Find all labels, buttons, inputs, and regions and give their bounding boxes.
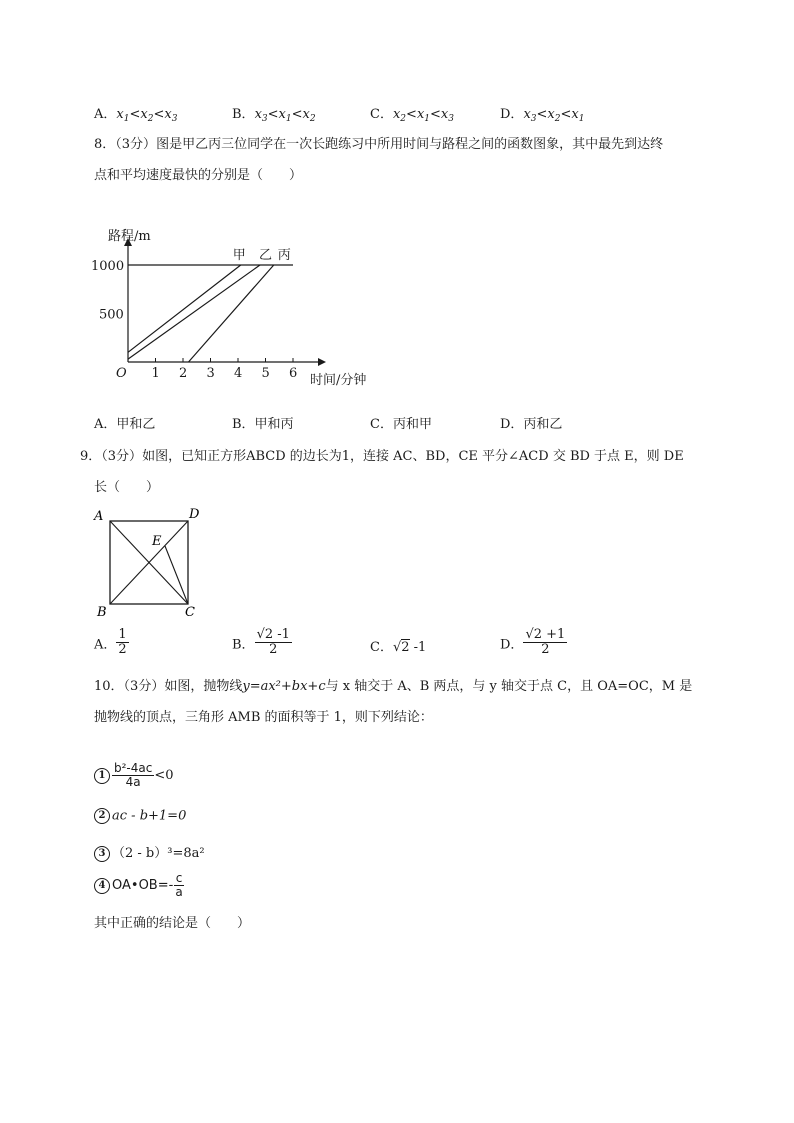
q8-option-b: B．甲和丙: [232, 417, 294, 432]
q8-text-1: 图是甲乙丙三位同学在一次长跑练习中所用时间与路程之间的函数图象，其中最先到达终: [156, 137, 664, 152]
q10-stem-line2: [94, 706, 433, 725]
x-axis-title: 时间/分钟: [310, 373, 367, 388]
q7-option-a: A．$x_1<x_2<x_3$: [94, 107, 178, 124]
q9-option-b: B． $\frac{√2 -1}{2}$: [232, 627, 290, 658]
series-label-1: 甲: [232, 248, 246, 263]
segment-ce: [165, 546, 188, 604]
label-e: E: [152, 534, 162, 549]
q9-text-2: 长（ ）: [94, 480, 160, 495]
q10-text-1b: 与 x 轴交于 A、B 两点，与 y 轴交于点 C，且 OA=OC，M 是: [325, 679, 693, 694]
q7-option-d: D．$x_3<x_2<x_1$: [500, 107, 585, 124]
x-tick-label-6: 6: [289, 366, 298, 381]
y-tick-label-1000: 1000: [91, 259, 125, 274]
x-tick-label-2: 2: [179, 366, 188, 381]
q8-number: 8．: [94, 137, 116, 152]
x-axis-arrow-icon: [318, 358, 326, 366]
series-line-2: [128, 265, 260, 359]
q8-stem-line2: [94, 164, 302, 183]
q8-score: （3分）: [115, 137, 157, 152]
q9-stem-line2: [94, 476, 159, 495]
circle-number-2-icon: 2: [94, 808, 110, 824]
q7-option-b: B．$x_3<x_1<x_2$: [232, 107, 316, 124]
q10-statement-3: 3 （2 - b）³=8a²: [94, 842, 205, 862]
q10-text-2: 抛物线的顶点，三角形 AMB 的面积等于 1，则下列结论：: [94, 710, 433, 725]
q9-square-figure: [90, 505, 220, 620]
q10-number: 10．: [94, 679, 124, 694]
q9-option-c: C．√2 -1: [370, 640, 427, 655]
q9-option-d: D． $\frac{√2 +1}{2}$: [500, 627, 566, 658]
q8-stem-line1: [94, 133, 663, 152]
circle-number-4-icon: 4: [94, 878, 110, 894]
q10-statement-1: 1 $\frac{\text{b²-4ac}}{4a}$ <0: [94, 762, 174, 789]
q10-closing: 其中正确的结论是（ ）: [94, 916, 251, 931]
label-c: C: [185, 605, 195, 620]
label-a: A: [94, 509, 104, 524]
q7-option-c: C．$x_2<x_1<x_3$: [370, 107, 454, 124]
q9-score: （3分）: [101, 449, 143, 464]
q8-text-2: 点和平均速度最快的分别是（ ）: [94, 168, 303, 183]
series-line-3: [189, 265, 274, 362]
q10-text-1a: 如图，抛物线: [164, 679, 243, 694]
q9-number: 9．: [80, 449, 102, 464]
q10-stem-line1: [94, 675, 692, 694]
series-line-1: [128, 265, 241, 352]
q8-chart: [88, 222, 388, 402]
q8-option-a: A．甲和乙: [94, 417, 156, 432]
circle-number-1-icon: 1: [94, 768, 110, 784]
series-label-2: 乙: [259, 248, 273, 263]
x-tick-label-5: 5: [261, 366, 270, 381]
x-tick-label-3: 3: [206, 366, 215, 381]
y-axis-title: 路程/m: [108, 229, 151, 244]
q10-formula: y=ax²+bx+c: [242, 679, 326, 694]
y-tick-label-500: 500: [99, 307, 124, 323]
x-tick-label-4: 4: [234, 366, 243, 381]
series-label-3: 丙: [277, 248, 291, 263]
q9-text-1: 如图，已知正方形ABCD 的边长为1，连接 AC、BD，CE 平分∠ACD 交 BD 于点 E，则 DE: [142, 449, 684, 464]
label-b: B: [97, 605, 107, 620]
origin-label: O: [116, 366, 127, 381]
circle-number-3-icon: 3: [94, 846, 110, 862]
q10-statement-2: 2 ac - b+1=0: [94, 808, 186, 824]
x-tick-label-1: 1: [151, 366, 160, 381]
q10-statement-4: 4 OA•OB=- $\frac{c}{a}$: [94, 872, 185, 899]
label-d: D: [189, 507, 200, 522]
q8-option-c: C．丙和甲: [370, 417, 432, 432]
q10-score: （3分）: [123, 679, 165, 694]
q9-stem-line1: [80, 445, 684, 464]
q9-option-a: A． $\frac{1}{2}$: [94, 627, 127, 658]
q8-option-d: D．丙和乙: [500, 417, 563, 432]
